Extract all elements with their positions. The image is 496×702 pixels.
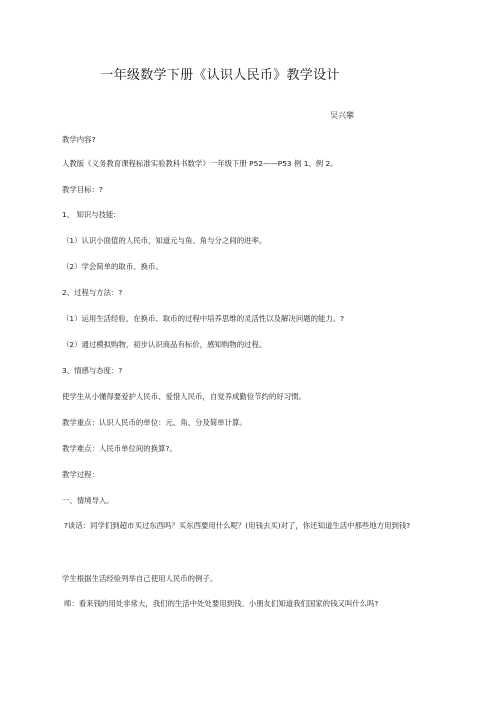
author-name: 吴兴攀 bbox=[330, 111, 354, 120]
text-line: 一、情境导入。 bbox=[62, 496, 114, 505]
text-line: 教学重点：认识人民币的单位：元、角、分及简单计算。 bbox=[62, 418, 247, 427]
text-line: （1）认识小面值的人民币，知道元与角、角与分之间的进率。 bbox=[62, 236, 267, 245]
paragraph: 师：看来钱的用处非常大，我们的生活中处处要用到钱。小朋友们知道我们国家的钱又叫什么吗? bbox=[64, 599, 379, 608]
text-line: 教学内容? bbox=[62, 135, 96, 144]
text-line: 人教版《义务教育课程标准实验教科书数学》一年级下册 P52——P53 例 1、例 2。 bbox=[62, 159, 338, 168]
paragraph: ?谈话：同学们到超市买过东西吗？买东西要用什么呢？(用钱去买)对了，你还知道生活中那些地方用到钱? bbox=[64, 521, 411, 530]
text-line: （2）通过模拟购物，初步认识商品有标价，感知购物的过程。 bbox=[62, 340, 267, 349]
document-title: 一年级数学下册《认识人民币》教学设计 bbox=[100, 68, 340, 83]
text-line: 学生根据生活经验列举自己使用人民币的例子。 bbox=[62, 574, 218, 583]
text-line: 使学生从小懂得要爱护人民币、爱惜人民币，自觉养成勤俭节约的好习惯。 bbox=[62, 392, 306, 401]
text-line: 教学目标：? bbox=[62, 185, 103, 194]
text-line: （1）运用生活经验，在换币、取币的过程中培养思维的灵活性以及解决问题的能力。? bbox=[62, 314, 345, 323]
text-line: （2）学会简单的取币、换币。 bbox=[62, 262, 163, 271]
text-line: 1、 知识与技能: bbox=[62, 210, 116, 219]
text-line: 2、过程与方法：? bbox=[62, 288, 123, 297]
text-line: 教学过程： bbox=[62, 470, 99, 479]
text-line: 3、情感与态度：? bbox=[62, 366, 123, 375]
text-line: 教学难点：人民币单位间的换算?。 bbox=[62, 444, 177, 453]
